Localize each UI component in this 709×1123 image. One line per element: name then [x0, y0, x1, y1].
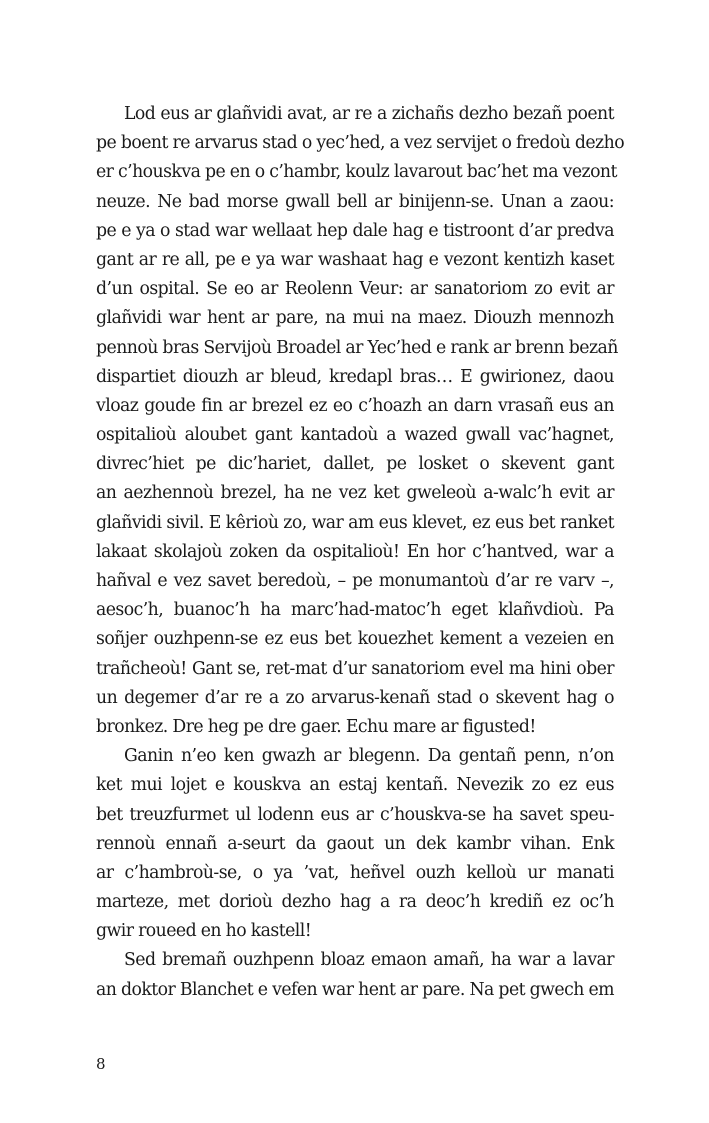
text-line: ket mui lojet e kouskva an estaj kentañ. Nevezik zo ez eus [96, 775, 614, 796]
text-line: ar c’hambroù-se, o ya ’vat, heñvel ouzh kelloù ur manati [96, 862, 614, 883]
text-line: Sed bremañ ouzhpenn bloaz emaon amañ, ha war a lavar [124, 950, 614, 971]
text-line: bet treuzfurmet ul lodenn eus ar c’houskva-se ha savet speu- [96, 804, 614, 825]
text-line: bronkez. Dre heg pe dre gaer. Echu mare ar figusted! [96, 716, 536, 737]
text-line: pennoù bras Servijoù Broadel ar Yec’hed e rank ar brenn bezañ [96, 337, 618, 358]
text-line: un degemer d’ar re a zo arvarus-kenañ stad o skevent hag o [96, 687, 614, 708]
text-line: vloaz goude fin ar brezel ez eo c’hoazh an darn vrasañ eus an [96, 395, 614, 416]
text-line: glañvidi war hent ar pare, na mui na maez. Diouzh mennozh [96, 308, 614, 329]
text-line: Ganin n’eo ken gwazh ar blegenn. Da gentañ penn, n’on [124, 746, 614, 767]
text-line: gant ar re all, pe e ya war washaat hag e vezont kentizh kaset [96, 249, 614, 270]
text-line: pe boent re arvarus stad o yec’hed, a vez servijet o fredoù dezho [96, 133, 625, 154]
text-line: soñjer ouzhpenn-se ez eus bet kouezhet kement a vezeien en [96, 629, 614, 650]
text-line: hañval e vez savet beredoù, – pe monumantoù d’ar re varv –, [96, 571, 614, 591]
text-line: dispartiet diouzh ar bleud, kredapl bras… E gwirionez, daou [96, 366, 614, 387]
text-line: an aezhennoù brezel, ha ne vez ket gweleoù a-walc’h evit ar [96, 483, 614, 504]
text-line: aesoc’h, buanoc’h ha marc’had-matoc’h eget klañvdioù. Pa [96, 600, 614, 621]
text-line: pe e ya o stad war wellaat hep dale hag e tistroont d’ar predva [96, 220, 614, 241]
text-line: er c’houskva pe en o c’hambr, koulz lavarout bac’het ma vezont [96, 162, 617, 183]
text-line: marteze, met dorioù dezho hag a ra deoc’h krediñ ez oc’h [96, 892, 614, 913]
text-line: divrec’hiet pe dic’hariet, dallet, pe losket o skevent gant [96, 454, 614, 475]
text-line: ospitalioù aloubet gant kantadoù a wazed gwall vac’hagnet, [96, 425, 614, 446]
text-line: neuze. Ne bad morse gwall bell ar binijenn-se. Unan a zaou: [96, 191, 614, 212]
text-line: Lod eus ar glañvidi avat, ar re a zichañs dezho bezañ poent [124, 104, 614, 124]
text-line: gwir roueed en ho kastell! [96, 921, 312, 942]
body-text [96, 100, 625, 1005]
text-line: an doktor Blanchet e vefen war hent ar pare. Na pet gwech em [96, 979, 614, 1000]
text-line: glañvidi sivil. E kêrioù zo, war am eus klevet, ez eus bet ranket [96, 512, 614, 533]
text-line: d’un ospital. Se eo ar Reolenn Veur: ar sanatoriom zo evit ar [96, 279, 614, 300]
page-number: 8 [96, 1055, 106, 1073]
text-line: lakaat skolajoù zoken da ospitalioù! En hor c’hantved, war a [96, 541, 614, 562]
text-line: trañcheoù! Gant se, ret-mat d’ur sanatoriom evel ma hini ober [96, 658, 614, 679]
text-line: rennoù ennañ a-seurt da gaout un dek kambr vihan. Enk [96, 833, 614, 854]
